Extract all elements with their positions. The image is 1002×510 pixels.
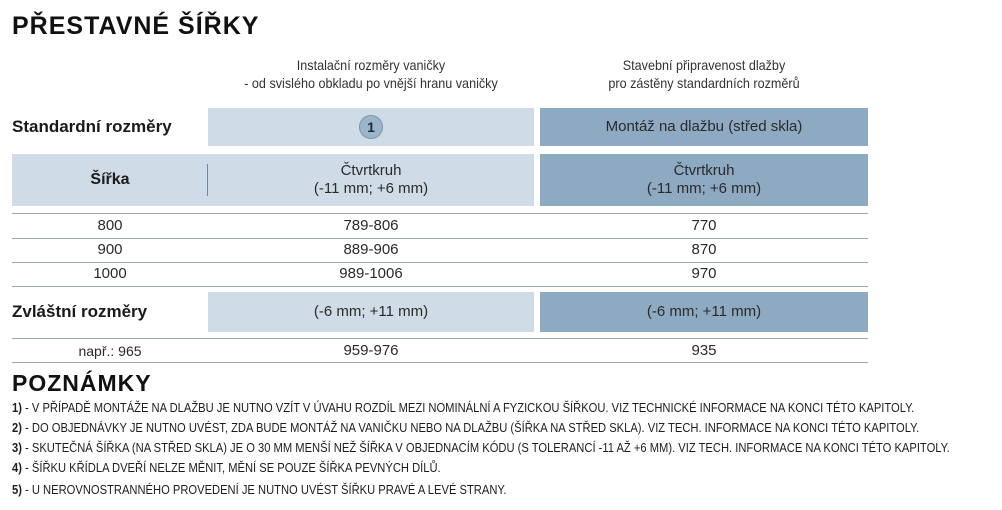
building-header-line2: pro zástěny standardních rozměrů <box>608 75 800 91</box>
width-header-install-line1: Čtvrtkruh <box>340 162 402 179</box>
notes-title: POZNÁMKY <box>12 370 152 396</box>
width-header-install <box>208 154 534 206</box>
note-text: - U NEROVNOSTRANNÉHO PROVEDENÍ JE NUTNO UVÉST ŠÍŘKU PRAVÉ A LEVÉ STRANY. <box>21 482 507 497</box>
table-divider <box>12 362 868 363</box>
row-install: 889-906 <box>343 241 399 258</box>
width-header-install-line2: (-11 mm; +6 mm) <box>313 180 429 197</box>
note-number: 5) <box>12 482 22 497</box>
note-3 <box>12 440 950 455</box>
row-build: 970 <box>691 265 717 282</box>
installation-header-line2: - od svislého obkladu po vnější hranu vaničky <box>244 75 498 91</box>
width-header-build <box>540 154 868 206</box>
note-text: - DO OBJEDNÁVKY JE NUTNO UVÉST, ZDA BUDE MONTÁŽ NA VANIČKU NEBO NA DLAŽBU (ŠÍŘKA NA STŘED SKLA). VIZ TECH. INFORMACE NA KONCI TÉTO KAPITOLY. <box>21 420 920 435</box>
width-header-build-line1: Čtvrtkruh <box>673 162 735 179</box>
special-dimensions-label: Zvláštní rozměry <box>12 302 148 321</box>
page-title: PŘESTAVNÉ ŠÍŘKY <box>12 12 260 40</box>
width-header-build-line2: (-11 mm; +6 mm) <box>646 180 762 197</box>
row-build: 770 <box>691 217 717 234</box>
table-divider <box>12 286 868 287</box>
example-install: 959-976 <box>343 341 399 359</box>
special-build-tolerance: (-6 mm; +11 mm) <box>540 292 868 332</box>
standard-dimensions-label: Standardní rozměry <box>12 117 172 136</box>
note-2 <box>12 420 919 435</box>
row-build: 870 <box>691 241 717 258</box>
building-column-header <box>556 56 851 92</box>
row-install: 989-1006 <box>339 265 403 282</box>
note-number: 1) <box>12 400 22 415</box>
row-install: 789-806 <box>343 217 399 234</box>
note-text: - ŠÍŘKU KŘÍDLA DVEŘÍ NELZE MĚNIT, MĚNÍ SE POUZE ŠÍŘKA PEVNÝCH DÍLŮ. <box>21 460 441 475</box>
note-number: 2) <box>12 420 22 435</box>
row-width: 900 <box>97 241 123 258</box>
width-header-label: Šířka <box>90 171 130 188</box>
note-text: - V PŘÍPADĚ MONTÁŽE NA DLAŽBU JE NUTNO VZÍT V ÚVAHU ROZDÍL MEZI NOMINÁLNÍ A FYZICKOU ŠÍŘKOU. VIZ TECHNICKÉ INFORMACE NA KONCI TÉTO KAPITOLY. <box>21 400 915 415</box>
row-width: 800 <box>97 217 123 234</box>
installation-header-line1: Instalační rozměry vaničky <box>296 57 446 73</box>
note-1 <box>12 400 914 415</box>
building-header-line1: Stavební připravenost dlažby <box>622 57 786 73</box>
note-text: - SKUTEČNÁ ŠÍŘKA (NA STŘED SKLA) JE O 30 MM MENŠÍ NEŽ ŠÍŘKA V OBJEDNACÍM KÓDU (S TOLERANCÍ -11 AŽ +6 MM). VIZ TECH. INFORMACE NA KONCI TÉTO KAPITOLY. <box>21 440 950 455</box>
standard-mount-cell: Montáž na dlažbu (střed skla) <box>540 108 868 146</box>
example-build: 935 <box>691 341 717 359</box>
note-badge: 1 <box>359 115 383 139</box>
note-number: 4) <box>12 460 22 475</box>
row-width: 1000 <box>93 265 127 282</box>
standard-install-cell <box>208 108 534 146</box>
example-width: např.: 965 <box>78 342 142 359</box>
note-number: 3) <box>12 440 22 455</box>
note-4 <box>12 460 441 475</box>
note-5 <box>12 482 507 497</box>
special-install-tolerance: (-6 mm; +11 mm) <box>208 292 534 332</box>
installation-column-header <box>224 56 517 92</box>
